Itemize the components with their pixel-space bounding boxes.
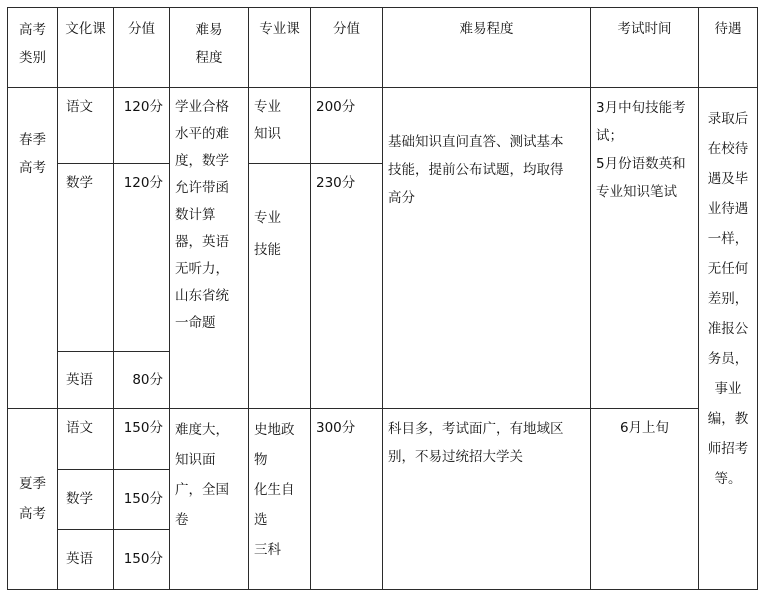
summer-row-chinese <box>8 409 758 470</box>
gaokao-comparison-table <box>7 7 758 590</box>
header-major-course: 专业课 <box>249 8 311 88</box>
header-major-difficulty: 难易程度 <box>383 8 591 88</box>
summer-difficulty: 难度大， 知识面 广，全国 卷 <box>170 409 249 590</box>
summer-math-label: 数学 <box>58 470 114 530</box>
header-treatment: 待遇 <box>699 8 758 88</box>
spring-major-difficulty: 基础知识直问直答、测试基本 技能，提前公布试题，均取得 高分 <box>383 88 591 409</box>
summer-exam-time: 6月上旬 <box>591 409 699 590</box>
header-score: 分值 <box>114 8 170 88</box>
summer-major: 史地政 物 化生自 选 三科 <box>249 409 311 590</box>
header-major-score: 分值 <box>311 8 383 88</box>
spring-major1-score: 200分 <box>311 88 383 164</box>
spring-chinese-score: 120分 <box>114 88 170 164</box>
header-row <box>8 8 758 88</box>
spring-math-score: 120分 <box>114 164 170 352</box>
treatment-text: 录取后 在校待 遇及毕 业待遇 一样， 无任何 差别， 准报公 务员， 事业 编，教 师招考 等。 <box>699 88 758 590</box>
spring-english-score: 80分 <box>114 352 170 409</box>
spring-row-chinese <box>8 88 758 164</box>
header-category: 高考 类别 <box>8 8 58 88</box>
spring-major2-score: 230分 <box>311 164 383 409</box>
header-culture-course: 文化课 <box>58 8 114 88</box>
spring-major2: 专业 技能 <box>249 164 311 409</box>
summer-chinese-label: 语文 <box>58 409 114 470</box>
summer-category: 夏季 高考 <box>8 409 58 590</box>
spring-exam-time: 3月中旬技能考 试； 5月份语数英和 专业知识笔试 <box>591 88 699 409</box>
summer-major-score: 300分 <box>311 409 383 590</box>
spring-difficulty: 学业合格 水平的难 度，数学 允许带函 数计算 器，英语 无听力， 山东省统 一命题 <box>170 88 249 409</box>
spring-major1: 专业 知识 <box>249 88 311 164</box>
spring-category: 春季 高考 <box>8 88 58 409</box>
summer-english-score: 150分 <box>114 530 170 590</box>
spring-chinese-label: 语文 <box>58 88 114 164</box>
header-exam-time: 考试时间 <box>591 8 699 88</box>
summer-major-difficulty: 科目多，考试面广，有地域区 别，不易过统招大学关 <box>383 409 591 590</box>
summer-chinese-score: 150分 <box>114 409 170 470</box>
summer-math-score: 150分 <box>114 470 170 530</box>
spring-math-label: 数学 <box>58 164 114 352</box>
summer-english-label: 英语 <box>58 530 114 590</box>
spring-english-label: 英语 <box>58 352 114 409</box>
header-difficulty: 难易 程度 <box>170 8 249 88</box>
